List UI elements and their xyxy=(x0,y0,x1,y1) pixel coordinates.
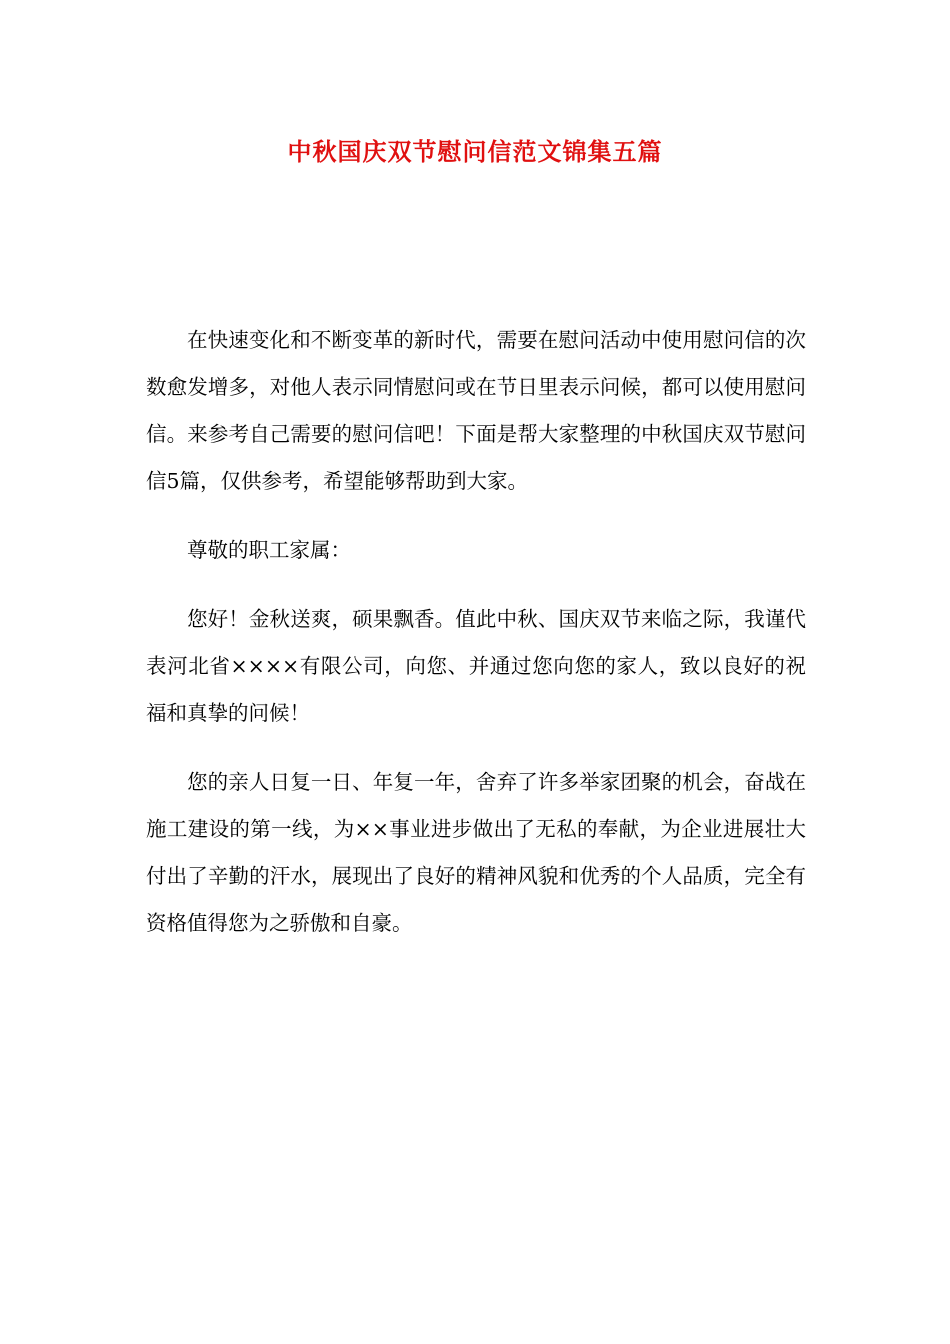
paragraph-salutation: 尊敬的职工家属： xyxy=(187,538,351,562)
paragraph-intro: 在快速变化和不断变革的新时代，需要在慰问活动中使用慰问信的次数愈发增多，对他人表示同情慰问或在节日里表示问候，都可以使用慰问信。来参考自己需要的慰问信吧！下面是帮大家整理的中秋国庆双节慰问信5篇，仅供参考，希望能够帮助到大家。 xyxy=(146,328,806,493)
document-body xyxy=(146,317,806,947)
paragraph-greeting: 您好！金秋送爽，硕果飘香。值此中秋、国庆双节来临之际，我谨代表河北省××××有限公司，向您、并通过您向您的家人，致以良好的祝福和真挚的问候！ xyxy=(146,607,806,725)
document-title: 中秋国庆双节慰问信范文锦集五篇 xyxy=(287,138,663,166)
paragraph-appreciation: 您的亲人日复一日、年复一年，舍弃了许多举家团聚的机会，奋战在施工建设的第一线，为××事业进步做出了无私的奉献，为企业进展壮大付出了辛勤的汗水，展现出了良好的精神风貌和优秀的个人品质，完全有资格值得您为之骄傲和自豪。 xyxy=(146,770,806,935)
